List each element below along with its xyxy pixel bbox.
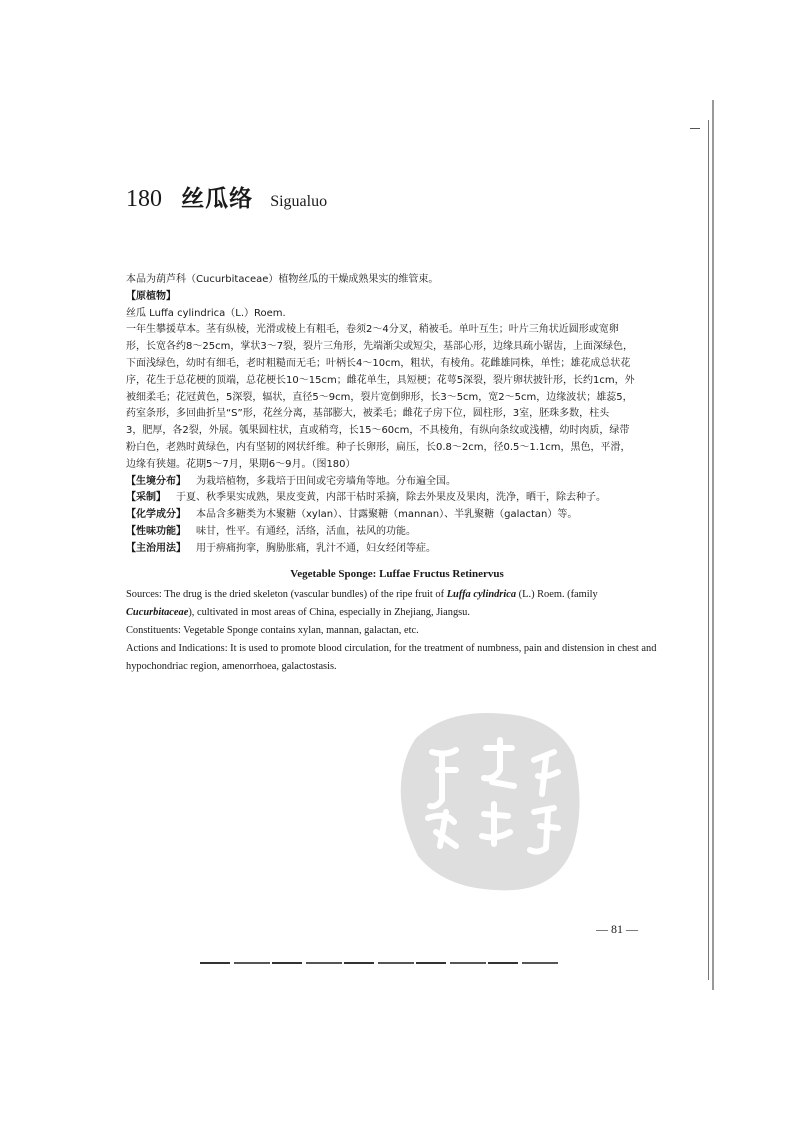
margin-tick <box>690 128 700 129</box>
description-line: 粉白色，老熟时黄绿色，内有坚韧的网状纤维。种子长卵形，扁压，长0.8～2cm，径0.5～1.1cm，黑色，平滑， <box>126 441 631 453</box>
section-collection <box>126 490 668 507</box>
section-text: 本品含多糖类为木聚糖（xylan）、甘露聚糖（mannan）、半乳聚糖（galactan）等。 <box>196 509 578 521</box>
intro-line: 本品为葫芦科（Cucurbitaceae）植物丝瓜的干燥成熟果实的维管束。 <box>126 274 439 285</box>
sources-text: Sources: The drug is the dried skeleton (vascular bundles) of the ripe fruit of <box>126 589 447 600</box>
entry-number: 180 <box>126 186 162 212</box>
section-chemistry <box>126 507 668 524</box>
sources-text: (L.) Roem. (family <box>516 589 598 600</box>
page-title <box>126 180 327 213</box>
constituents-paragraph: Constituents: Vegetable Sponge contains xylan, mannan, galactan, etc. <box>126 625 419 636</box>
entry-name-cn: 丝瓜络 <box>181 186 254 212</box>
section-label: 【性味功能】 <box>126 525 186 537</box>
description-line: 下面浅绿色，幼时有细毛，老时粗糙而无毛；叶柄长4～10cm，粗状，有棱角。花雌雄同株，单性；雄花成总状花 <box>126 357 631 369</box>
plant-name: 丝瓜 Luffa cylindrica（L.）Roem. <box>126 307 286 319</box>
section-habitat <box>126 474 668 491</box>
description-line: 3，肥厚，各2裂，外展。瓠果圆柱状，直或稍弯，长15～60cm，不具棱角，有纵向条纹或浅槽，幼时肉质，绿带 <box>126 425 630 437</box>
section-label: 【化学成分】 <box>126 509 186 521</box>
margin-rule <box>712 100 714 990</box>
section-text: 于夏、秋季果实成熟，果皮变黄，内部干枯时采摘，除去外果皮及果肉，洗净，晒干，除去种子。 <box>176 492 606 504</box>
english-text <box>126 586 668 676</box>
description-line: 边缘有狭翅。花期5～7月，果期6～9月。（图180） <box>126 458 356 470</box>
description <box>126 322 668 473</box>
section-label: 【主治用法】 <box>126 542 186 554</box>
species-name: Luffa cylindrica <box>446 589 517 600</box>
section-properties <box>126 524 668 541</box>
description-line: 一年生攀援草本。茎有纵棱，光滑或棱上有粗毛，卷须2～4分叉，稍被毛。单叶互生；叶片三角状近圆形或宽卵 <box>126 324 619 336</box>
entry-name-pinyin: Sigualuo <box>270 193 328 210</box>
section-usage <box>126 541 668 558</box>
section-text: 为栽培植物，多栽培于田间或宅旁墙角等地。分布遍全国。 <box>196 475 456 487</box>
sources-text: ), cultivated in most areas of China, especially in Zhejiang, Jiangsu. <box>188 607 470 618</box>
footer-rule <box>200 962 560 964</box>
seal-watermark-icon <box>388 700 588 900</box>
description-line: 序，花生于总花梗的顶端，总花梗长10～15cm；雌花单生，具短梗；花萼5深裂，裂片卵状披针形，长约1cm，外 <box>126 374 635 386</box>
page-number: — 81 — <box>596 922 638 936</box>
sources-paragraph <box>126 586 668 622</box>
description-line: 形，长宽各约8～25cm，掌状3～7裂，裂片三角形，先端渐尖或短尖，基部心形，边缘具疏小锯齿，上面深绿色， <box>126 341 634 353</box>
margin-rule <box>708 120 709 980</box>
chinese-text <box>126 272 668 558</box>
family-name: Cucurbitaceae <box>126 607 189 618</box>
description-line: 药室条形，多回曲折呈“S”形，花丝分离，基部膨大，被柔毛；雌花子房下位，圆柱形，3室，胚珠多数，柱头 <box>126 408 610 420</box>
origin-header: 【原植物】 <box>126 290 176 302</box>
section-text: 味甘，性平。有通经，活络，活血，祛风的功能。 <box>196 525 416 537</box>
actions-paragraph: Actions and Indications: It is used to promote blood circulation, for the treatment of numbness, pain and distension in chest and hypochondriac region, amenorrhoea, galactostasis. <box>126 643 657 672</box>
section-label: 【生境分布】 <box>126 475 186 487</box>
english-title: Vegetable Sponge: Luffae Fructus Retinervus <box>290 568 504 580</box>
section-text: 用于痹痛拘挛，胸胁胀痛，乳汁不通，妇女经闭等症。 <box>196 542 436 554</box>
section-label: 【采制】 <box>126 492 166 504</box>
description-line: 被细柔毛；花冠黄色，5深裂，辐状，直径5～9cm，裂片宽倒卵形，长3～5cm，宽2～5cm，边缘波状；雄蕊5， <box>126 391 633 403</box>
